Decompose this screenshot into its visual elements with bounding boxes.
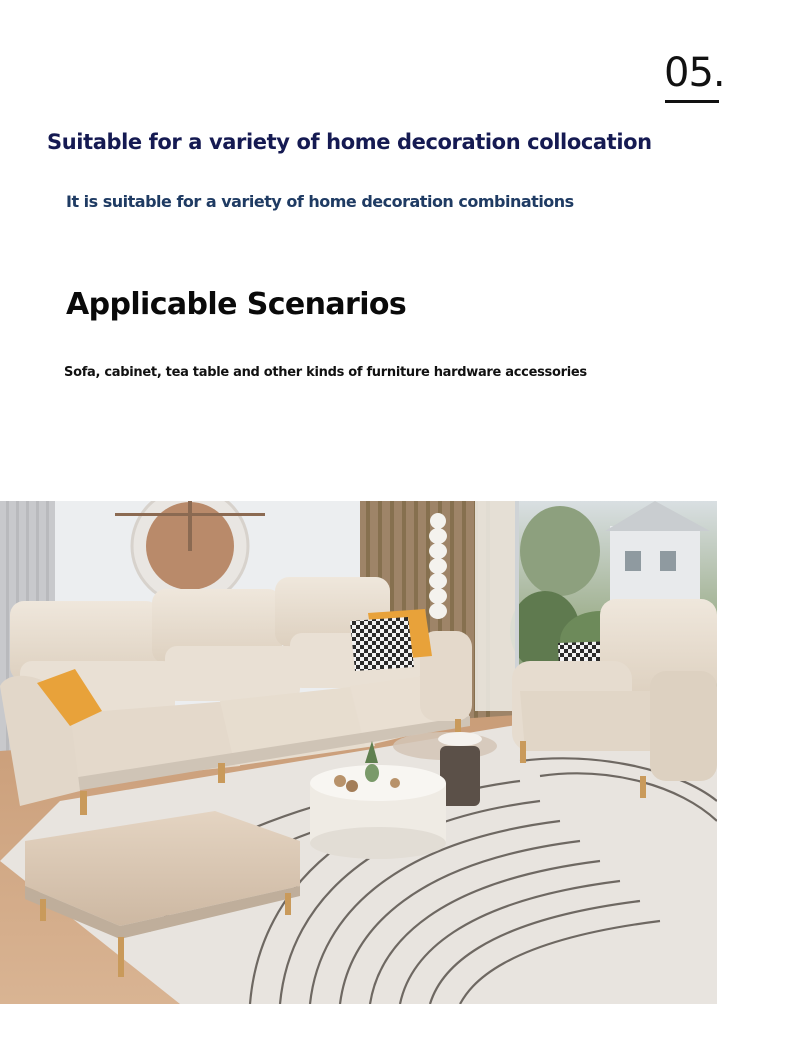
section-title: Applicable Scenarios [66, 287, 407, 322]
section-description: Sofa, cabinet, tea table and other kinds of furniture hardware accessories [64, 365, 587, 380]
page-number: 05. [664, 50, 725, 96]
page-number-underline [665, 100, 719, 103]
curtain [475, 501, 515, 711]
living-room-illustration [0, 501, 717, 1004]
headline: Suitable for a variety of home decoration collocation [47, 130, 652, 154]
living-room-photo [0, 501, 717, 1004]
subheadline: It is suitable for a variety of home decoration combinations [66, 192, 574, 211]
